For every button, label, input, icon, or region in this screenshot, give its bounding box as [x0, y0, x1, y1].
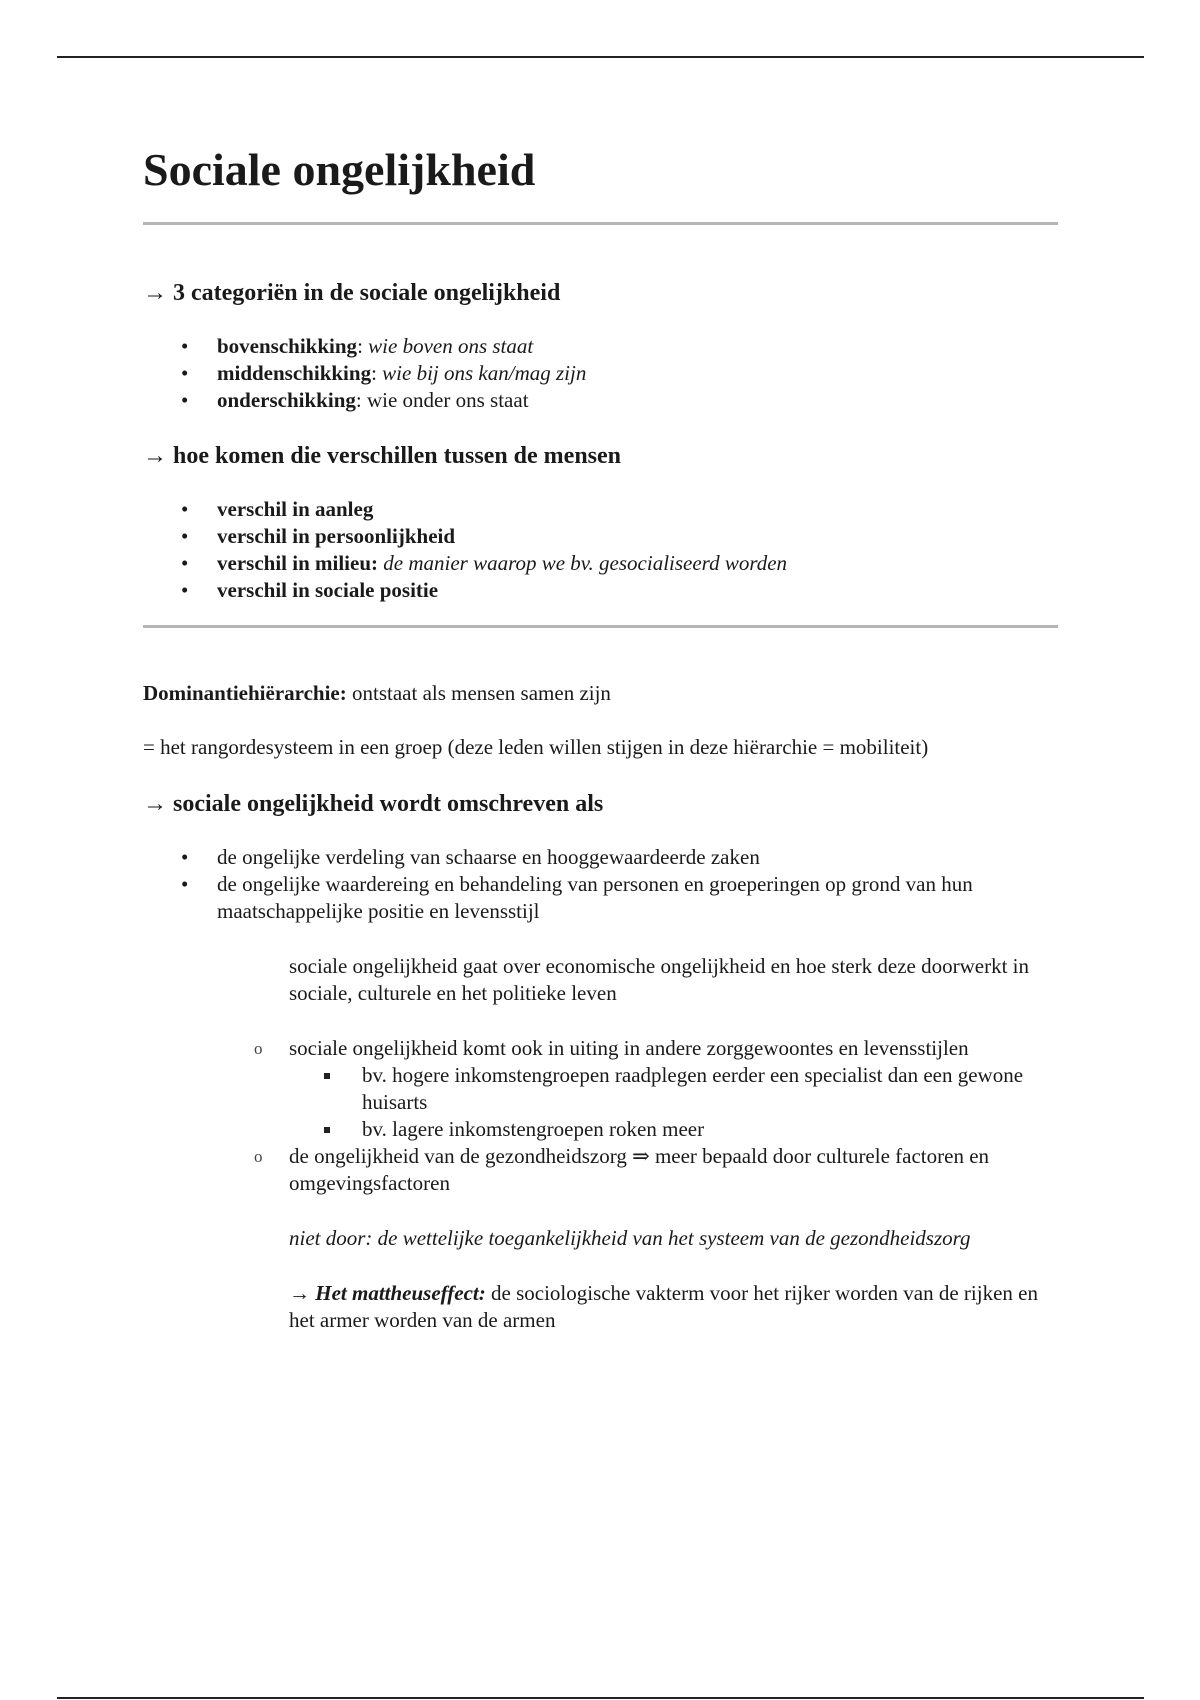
list-item: • de ongelijke waardereing en behandeling van personen en groeperingen op grond van hun maatschappelijke positie en levensstijl: [143, 871, 1058, 925]
section-separator: [143, 625, 1058, 628]
list-item: • verschil in aanleg: [143, 496, 1058, 523]
list-item: • verschil in milieu: de manier waarop we bv. gesocialiseerd worden: [143, 550, 1058, 577]
differences-list: [143, 496, 1058, 604]
list-item: • de ongelijke verdeling van schaarse en hooggewaardeerde zaken: [143, 844, 1058, 871]
title-separator: [143, 222, 1058, 225]
list-item: • verschil in persoonlijkheid: [143, 523, 1058, 550]
not-by-note: niet door: de wettelijke toegankelijkheid van het systeem van de gezondheidszorg: [289, 1226, 971, 1250]
list-item: o de ongelijkheid van de gezondheidszorg ⇒ meer bepaald door culturele factoren en omgevingsfactoren: [254, 1144, 990, 1195]
section-heading-description: → sociale ongelijkheid wordt omschreven als: [143, 791, 604, 817]
document-body: [143, 140, 1058, 1334]
dominance-definition: = het rangordesysteem in een groep (deze leden willen stijgen in deze hiërarchie = mobiliteit): [143, 735, 929, 759]
dominance-paragraph: Dominantiehiërarchie: ontstaat als mensen samen zijn: [143, 681, 611, 705]
list-item: o sociale ongelijkheid komt ook in uiting in andere zorggewoontes en levensstijlen bv. hogere inkomstengroepen raadplegen eerder een specialist dan een gewone huisarts bv. lagere inkomstengroepen roken meer: [143, 1035, 1058, 1143]
sub-point-list: [143, 1035, 1058, 1197]
list-item: • middenschikking: wie bij ons kan/mag zijn: [143, 360, 1058, 387]
page-title: Sociale ongelijkheid: [143, 144, 536, 195]
list-item: bv. lagere inkomstengroepen roken meer: [289, 1116, 1058, 1143]
mattheus-paragraph: → Het mattheuseffect: de sociologische vakterm voor het rijker worden van de rijken en het armer worden van de armen: [289, 1281, 1038, 1332]
list-item: • bovenschikking: wie boven ons staat: [143, 333, 1058, 360]
list-item: • verschil in sociale positie: [143, 577, 1058, 604]
list-item: bv. hogere inkomstengroepen raadplegen eerder een specialist dan een gewone huisarts: [289, 1062, 1058, 1116]
section-heading-differences: → hoe komen die verschillen tussen de mensen: [143, 443, 622, 469]
page-top-rule: [57, 56, 1144, 58]
list-item: • onderschikking: wie onder ons staat: [143, 387, 1058, 414]
example-list: [289, 1062, 1058, 1143]
section-heading-categories: → 3 categoriën in de sociale ongelijkheid: [143, 280, 561, 306]
circle-bullet: o: [254, 1039, 263, 1058]
economic-note: sociale ongelijkheid gaat over economische ongelijkheid en hoe sterk deze doorwerkt in sociale, culturele en het politieke leven: [289, 954, 1029, 1005]
categories-list: [143, 333, 1058, 414]
description-list: [143, 844, 1058, 925]
circle-bullet: o: [254, 1147, 263, 1166]
page-bottom-rule: [57, 1697, 1144, 1699]
